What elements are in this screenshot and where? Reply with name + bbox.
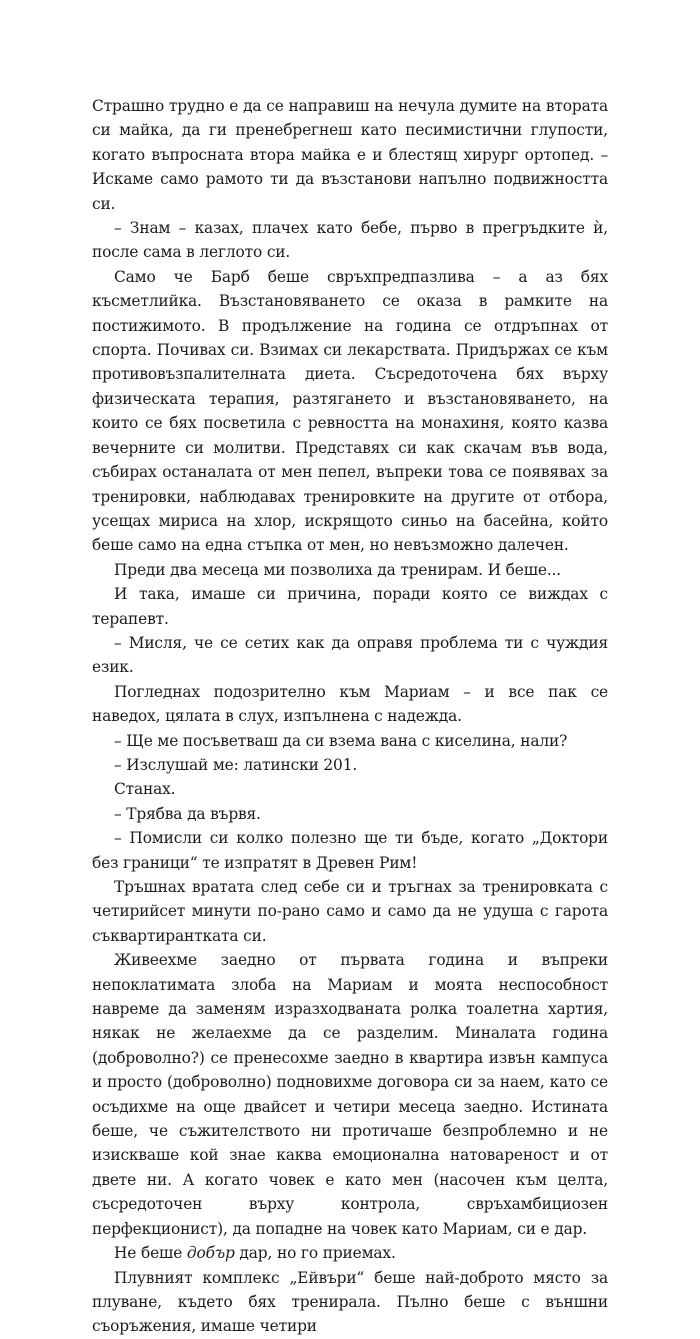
paragraph-7: Погледнах подозрително към Мариам – и все пак се наведох, цялата в слух, изпълнена с надежда. (92, 682, 608, 726)
document-page (92, 94, 608, 1339)
paragraph-5: И така, имаше си причина, поради която се виждах с терапевт. (92, 585, 608, 628)
paragraph-6: – Мисля, че се сетих как да оправя проблема ти с чуждия език. (92, 633, 608, 677)
paragraph-10: Станах. (114, 780, 176, 799)
paragraph-11: – Трябва да вървя. (114, 804, 261, 823)
paragraph-15-pre: Не беше (114, 1244, 187, 1263)
paragraph-14: Живеехме заедно от първата година и въпреки непоклатимата злоба на Мариам и моята неспособност навреме да заменям изразходваната ролка тоалетна хартия, някак не желаехме да се разделим. Миналата година (доброволно?) се пренесохме заедно в квартира извън кампуса и просто (доброволно) подновихме договора си за наем, като се осъдихме на още двайсет и четири месеца заедно. Истината беше, че съжителството ни протичаше безпроблемно и не изискваше кой знае каква емоционална натовареност и от двете ни. А когато човек е като мен (насочен към целта, съсредоточен върху контрола, свръхамбициозен перфекционист), да попадне на човек като Мариам, си е дар. (92, 951, 608, 1238)
paragraph-2: – Знам – казах, плачех като бебе, първо в прегръдките ѝ, после сама в леглото си. (92, 219, 608, 262)
paragraph-13: Тръшнах вратата след себе си и тръгнах за тренировката с четирийсет минути по-рано само и само да не удуша с гарота съквартирантката си. (92, 878, 608, 945)
paragraph-9: – Изслушай ме: латински 201. (114, 755, 358, 774)
paragraph-15-emphasis: добър (186, 1244, 235, 1263)
paragraph-3: Само че Барб беше свръхпредпазлива – а аз бях късметлийка. Възстановяването се оказа в рамките на постижимото. В продължение на година се отдръпнах от спорта. Почивах си. Взимах си лекарствата. Придържах се към противовъзпалителната диета. Съсредоточена бях върху физическата терапия, разтягането и възстановяването, на които се бях посветила с ревността на монахиня, която казва вечерните си молитви. Представях си как скачам във вода, събирах останалата от мен пепел, въпреки това се появявах за тренировки, наблюдавах тренировките на другите от отбора, усещах мириса на хлор, искрящото синьо на басейна, който беше само на една стъпка от мен, но невъзможно далечен. (92, 267, 608, 555)
paragraph-1: Страшно трудно е да се направиш на нечула думите на втората си майка, да ги пренебрегнеш като песимистични глупости, когато въпросната втора майка е и блестящ хирург ортопед. – Искаме само рамото ти да възстанови напълно подвижността си. (92, 97, 608, 213)
paragraph-4: Преди два месеца ми позволиха да тренирам. И беше... (114, 560, 562, 579)
paragraph-8: – Ще ме посъветваш да си взема вана с киселина, нали? (114, 731, 568, 750)
paragraph-15-post: дар, но го приемах. (234, 1244, 396, 1263)
paragraph-15 (92, 1241, 608, 1265)
paragraph-12: – Помисли си колко полезно ще ти бъде, когато „Доктори без граници“ те изпратят в Древен Рим! (92, 829, 608, 872)
paragraph-16: Плувният комплекс „Ейвъри“ беше най-доброто място за плуване, където бях тренирала. Пълно беше с външни съоръжения, имаше четири (92, 1268, 608, 1336)
